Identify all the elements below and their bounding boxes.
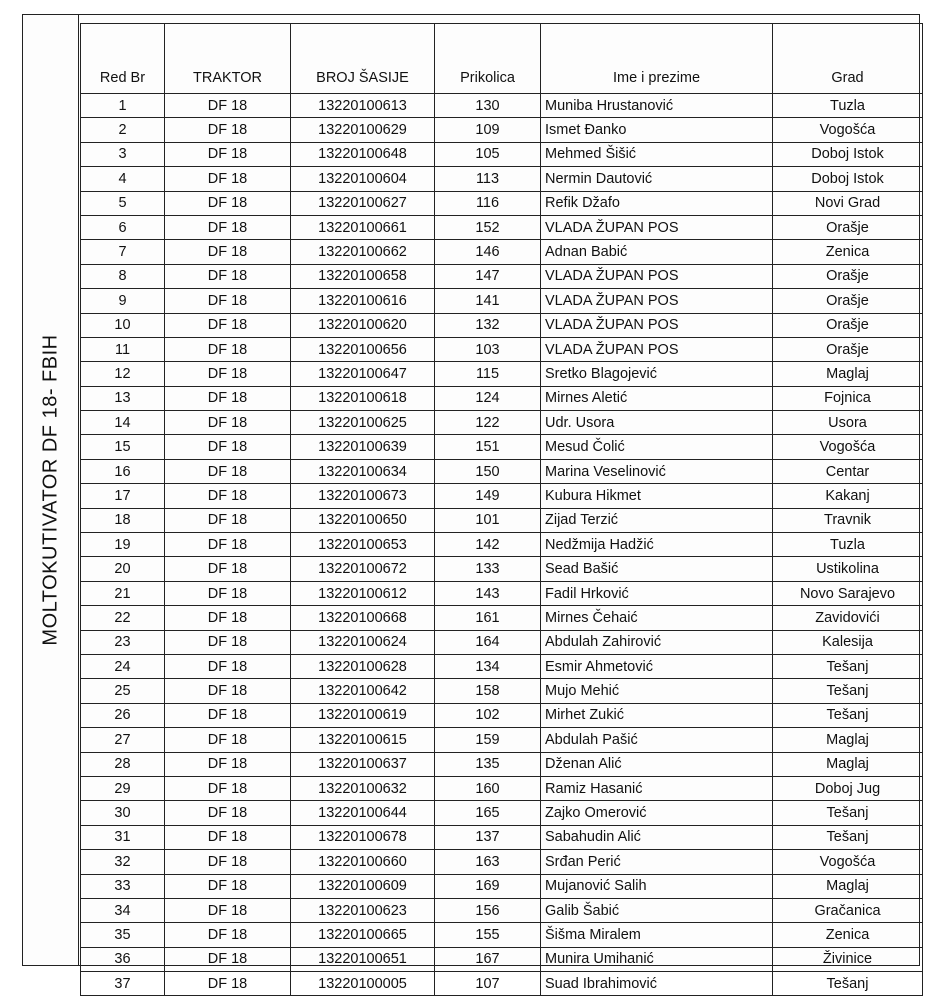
table-row [81,654,923,678]
cell-broj-sasije: 13220100615 [291,728,435,752]
cell-prikolica: 151 [435,435,541,459]
cell-ime-prezime: Muniba Hrustanović [541,94,773,118]
cell-red-br: 30 [81,801,165,825]
cell-ime-prezime: Sead Bašić [541,557,773,581]
cell-traktor: DF 18 [165,752,291,776]
cell-ime-prezime: VLADA ŽUPAN POS [541,313,773,337]
table-row [81,459,923,483]
cell-grad: Doboj Istok [773,167,923,191]
cell-prikolica: 130 [435,94,541,118]
cell-red-br: 25 [81,679,165,703]
cell-broj-sasije: 13220100624 [291,630,435,654]
cell-prikolica: 159 [435,728,541,752]
cell-traktor: DF 18 [165,679,291,703]
cell-traktor: DF 18 [165,898,291,922]
table-row [81,850,923,874]
cell-broj-sasije: 13220100644 [291,801,435,825]
cell-traktor: DF 18 [165,313,291,337]
cell-grad: Gračanica [773,898,923,922]
cell-red-br: 14 [81,411,165,435]
cell-broj-sasije: 13220100632 [291,776,435,800]
cell-broj-sasije: 13220100662 [291,240,435,264]
cell-prikolica: 122 [435,411,541,435]
cell-traktor: DF 18 [165,825,291,849]
cell-grad: Novo Sarajevo [773,581,923,605]
cell-red-br: 15 [81,435,165,459]
cell-ime-prezime: Abdulah Zahirović [541,630,773,654]
cell-ime-prezime: Sabahudin Alić [541,825,773,849]
cell-broj-sasije: 13220100634 [291,459,435,483]
cell-red-br: 3 [81,142,165,166]
cell-red-br: 22 [81,606,165,630]
cell-prikolica: 101 [435,508,541,532]
cell-broj-sasije: 13220100639 [291,435,435,459]
cell-broj-sasije: 13220100651 [291,947,435,971]
table-row [81,337,923,361]
cell-traktor: DF 18 [165,508,291,532]
cell-traktor: DF 18 [165,484,291,508]
table-row [81,898,923,922]
cell-traktor: DF 18 [165,581,291,605]
cell-grad: Maglaj [773,362,923,386]
cell-grad: Novi Grad [773,191,923,215]
cell-prikolica: 155 [435,923,541,947]
cell-red-br: 9 [81,289,165,313]
cell-grad: Doboj Istok [773,142,923,166]
cell-traktor: DF 18 [165,557,291,581]
cell-grad: Maglaj [773,874,923,898]
cell-broj-sasije: 13220100625 [291,411,435,435]
cell-grad: Tuzla [773,94,923,118]
cell-broj-sasije: 13220100612 [291,581,435,605]
cell-red-br: 1 [81,94,165,118]
cell-ime-prezime: Mirhet Zukić [541,703,773,727]
cell-broj-sasije: 13220100627 [291,191,435,215]
cell-ime-prezime: Mirnes Aletić [541,386,773,410]
cell-prikolica: 132 [435,313,541,337]
cell-traktor: DF 18 [165,728,291,752]
cell-red-br: 20 [81,557,165,581]
cell-traktor: DF 18 [165,801,291,825]
col-ime-prezime: Ime i prezime [541,24,773,94]
cell-ime-prezime: Mesud Čolić [541,435,773,459]
cell-broj-sasije: 13220100668 [291,606,435,630]
cell-broj-sasije: 13220100005 [291,972,435,996]
table-row [81,557,923,581]
cell-traktor: DF 18 [165,215,291,239]
cell-prikolica: 147 [435,264,541,288]
cell-grad: Usora [773,411,923,435]
cell-ime-prezime: Kubura Hikmet [541,484,773,508]
cell-grad: Orašje [773,264,923,288]
table-row [81,776,923,800]
cell-broj-sasije: 13220100647 [291,362,435,386]
cell-prikolica: 137 [435,825,541,849]
cell-red-br: 37 [81,972,165,996]
cell-prikolica: 160 [435,776,541,800]
table-row [81,533,923,557]
cell-broj-sasije: 13220100648 [291,142,435,166]
cell-red-br: 16 [81,459,165,483]
cell-prikolica: 102 [435,703,541,727]
cell-prikolica: 143 [435,581,541,605]
cell-traktor: DF 18 [165,118,291,142]
cell-grad: Tešanj [773,825,923,849]
cell-red-br: 32 [81,850,165,874]
cell-prikolica: 150 [435,459,541,483]
cell-red-br: 29 [81,776,165,800]
cell-grad: Orašje [773,215,923,239]
cell-traktor: DF 18 [165,703,291,727]
distribution-table [80,23,923,996]
cell-ime-prezime: Dženan Alić [541,752,773,776]
table-row [81,435,923,459]
cell-red-br: 18 [81,508,165,532]
cell-ime-prezime: Zijad Terzić [541,508,773,532]
cell-prikolica: 113 [435,167,541,191]
cell-traktor: DF 18 [165,874,291,898]
cell-grad: Tešanj [773,654,923,678]
table-row [81,606,923,630]
cell-red-br: 33 [81,874,165,898]
table-row [81,679,923,703]
cell-red-br: 11 [81,337,165,361]
cell-red-br: 23 [81,630,165,654]
cell-traktor: DF 18 [165,289,291,313]
cell-grad: Travnik [773,508,923,532]
cell-traktor: DF 18 [165,533,291,557]
cell-prikolica: 169 [435,874,541,898]
cell-ime-prezime: VLADA ŽUPAN POS [541,264,773,288]
cell-ime-prezime: Refik Džafo [541,191,773,215]
cell-red-br: 5 [81,191,165,215]
cell-grad: Maglaj [773,728,923,752]
table-row [81,94,923,118]
cell-ime-prezime: Sretko Blagojević [541,362,773,386]
table-row [81,386,923,410]
cell-traktor: DF 18 [165,972,291,996]
cell-prikolica: 133 [435,557,541,581]
cell-traktor: DF 18 [165,435,291,459]
table-row [81,264,923,288]
col-prikolica: Prikolica [435,24,541,94]
cell-prikolica: 116 [435,191,541,215]
cell-traktor: DF 18 [165,386,291,410]
cell-red-br: 17 [81,484,165,508]
cell-prikolica: 164 [435,630,541,654]
cell-red-br: 12 [81,362,165,386]
cell-ime-prezime: Mirnes Čehaić [541,606,773,630]
cell-traktor: DF 18 [165,240,291,264]
cell-grad: Tešanj [773,972,923,996]
cell-grad: Tešanj [773,679,923,703]
cell-grad: Doboj Jug [773,776,923,800]
side-title-cell [23,15,79,965]
table-row [81,118,923,142]
table-row [81,289,923,313]
cell-traktor: DF 18 [165,167,291,191]
cell-red-br: 8 [81,264,165,288]
cell-grad: Orašje [773,313,923,337]
table-row [81,801,923,825]
cell-traktor: DF 18 [165,923,291,947]
cell-grad: Maglaj [773,752,923,776]
cell-ime-prezime: Šišma Miralem [541,923,773,947]
cell-ime-prezime: Abdulah Pašić [541,728,773,752]
cell-grad: Tešanj [773,703,923,727]
table-row [81,972,923,996]
cell-traktor: DF 18 [165,654,291,678]
cell-broj-sasije: 13220100665 [291,923,435,947]
table-row [81,362,923,386]
cell-broj-sasije: 13220100672 [291,557,435,581]
table-row [81,947,923,971]
cell-red-br: 34 [81,898,165,922]
cell-red-br: 36 [81,947,165,971]
cell-ime-prezime: Munira Umihanić [541,947,773,971]
cell-prikolica: 161 [435,606,541,630]
cell-red-br: 4 [81,167,165,191]
table-row [81,215,923,239]
cell-broj-sasije: 13220100650 [291,508,435,532]
cell-prikolica: 156 [435,898,541,922]
cell-red-br: 28 [81,752,165,776]
cell-traktor: DF 18 [165,947,291,971]
cell-prikolica: 105 [435,142,541,166]
cell-traktor: DF 18 [165,94,291,118]
cell-broj-sasije: 13220100678 [291,825,435,849]
cell-red-br: 19 [81,533,165,557]
cell-broj-sasije: 13220100604 [291,167,435,191]
cell-ime-prezime: Mehmed Šišić [541,142,773,166]
cell-grad: Zavidovići [773,606,923,630]
cell-red-br: 26 [81,703,165,727]
cell-broj-sasije: 13220100673 [291,484,435,508]
cell-grad: Vogošća [773,850,923,874]
table-row [81,581,923,605]
table-row [81,313,923,337]
cell-ime-prezime: Fadil Hrković [541,581,773,605]
cell-broj-sasije: 13220100623 [291,898,435,922]
table-body [81,94,923,996]
cell-grad: Vogošća [773,118,923,142]
cell-prikolica: 115 [435,362,541,386]
cell-grad: Kalesija [773,630,923,654]
cell-ime-prezime: Ismet Đanko [541,118,773,142]
col-broj-sasije: BROJ ŠASIJE [291,24,435,94]
cell-red-br: 21 [81,581,165,605]
cell-traktor: DF 18 [165,459,291,483]
cell-ime-prezime: Mujanović Salih [541,874,773,898]
cell-grad: Zenica [773,923,923,947]
cell-prikolica: 146 [435,240,541,264]
cell-traktor: DF 18 [165,850,291,874]
cell-ime-prezime: Esmir Ahmetović [541,654,773,678]
cell-broj-sasije: 13220100619 [291,703,435,727]
table-row [81,142,923,166]
cell-ime-prezime: Zajko Omerović [541,801,773,825]
cell-red-br: 27 [81,728,165,752]
cell-grad: Orašje [773,289,923,313]
cell-traktor: DF 18 [165,337,291,361]
cell-red-br: 13 [81,386,165,410]
cell-broj-sasije: 13220100609 [291,874,435,898]
cell-broj-sasije: 13220100658 [291,264,435,288]
table-row [81,484,923,508]
cell-ime-prezime: Adnan Babić [541,240,773,264]
cell-grad: Tuzla [773,533,923,557]
cell-ime-prezime: VLADA ŽUPAN POS [541,289,773,313]
cell-ime-prezime: Nermin Dautović [541,167,773,191]
cell-grad: Ustikolina [773,557,923,581]
table-row [81,703,923,727]
table-row [81,191,923,215]
table-row [81,411,923,435]
cell-grad: Fojnica [773,386,923,410]
cell-red-br: 24 [81,654,165,678]
table-row [81,752,923,776]
cell-broj-sasije: 13220100628 [291,654,435,678]
col-grad: Grad [773,24,923,94]
cell-traktor: DF 18 [165,776,291,800]
cell-prikolica: 158 [435,679,541,703]
cell-broj-sasije: 13220100642 [291,679,435,703]
cell-prikolica: 152 [435,215,541,239]
cell-ime-prezime: VLADA ŽUPAN POS [541,215,773,239]
cell-prikolica: 107 [435,972,541,996]
cell-prikolica: 165 [435,801,541,825]
cell-red-br: 10 [81,313,165,337]
cell-prikolica: 134 [435,654,541,678]
header-row [81,24,923,94]
table-row [81,167,923,191]
cell-prikolica: 163 [435,850,541,874]
cell-prikolica: 167 [435,947,541,971]
cell-broj-sasije: 13220100660 [291,850,435,874]
col-red-br: Red Br [81,24,165,94]
cell-prikolica: 103 [435,337,541,361]
cell-broj-sasije: 13220100618 [291,386,435,410]
cell-broj-sasije: 13220100620 [291,313,435,337]
cell-prikolica: 141 [435,289,541,313]
cell-prikolica: 149 [435,484,541,508]
cell-ime-prezime: Ramiz Hasanić [541,776,773,800]
cell-broj-sasije: 13220100653 [291,533,435,557]
side-title: MOLTOKUTIVATOR DF 18- FBIH [39,334,61,646]
cell-red-br: 2 [81,118,165,142]
cell-ime-prezime: Srđan Perić [541,850,773,874]
cell-traktor: DF 18 [165,411,291,435]
table-row [81,508,923,532]
cell-red-br: 31 [81,825,165,849]
cell-red-br: 6 [81,215,165,239]
cell-prikolica: 135 [435,752,541,776]
cell-traktor: DF 18 [165,362,291,386]
cell-red-br: 35 [81,923,165,947]
cell-broj-sasije: 13220100616 [291,289,435,313]
table-row [81,240,923,264]
cell-grad: Kakanj [773,484,923,508]
col-traktor: TRAKTOR [165,24,291,94]
cell-traktor: DF 18 [165,606,291,630]
cell-ime-prezime: Galib Šabić [541,898,773,922]
cell-grad: Vogošća [773,435,923,459]
cell-ime-prezime: Nedžmija Hadžić [541,533,773,557]
cell-broj-sasije: 13220100629 [291,118,435,142]
cell-traktor: DF 18 [165,630,291,654]
table-row [81,825,923,849]
cell-traktor: DF 18 [165,191,291,215]
cell-prikolica: 109 [435,118,541,142]
cell-prikolica: 124 [435,386,541,410]
cell-ime-prezime: Udr. Usora [541,411,773,435]
cell-traktor: DF 18 [165,264,291,288]
cell-grad: Tešanj [773,801,923,825]
cell-grad: Orašje [773,337,923,361]
cell-traktor: DF 18 [165,142,291,166]
table-row [81,923,923,947]
table-row [81,630,923,654]
cell-ime-prezime: Suad Ibrahimović [541,972,773,996]
cell-broj-sasije: 13220100637 [291,752,435,776]
cell-ime-prezime: VLADA ŽUPAN POS [541,337,773,361]
cell-broj-sasije: 13220100656 [291,337,435,361]
cell-broj-sasije: 13220100661 [291,215,435,239]
table-row [81,874,923,898]
cell-ime-prezime: Marina Veselinović [541,459,773,483]
cell-red-br: 7 [81,240,165,264]
cell-broj-sasije: 13220100613 [291,94,435,118]
table-row [81,728,923,752]
cell-grad: Zenica [773,240,923,264]
cell-ime-prezime: Mujo Mehić [541,679,773,703]
cell-prikolica: 142 [435,533,541,557]
cell-grad: Živinice [773,947,923,971]
document-sheet [22,14,920,992]
cell-grad: Centar [773,459,923,483]
